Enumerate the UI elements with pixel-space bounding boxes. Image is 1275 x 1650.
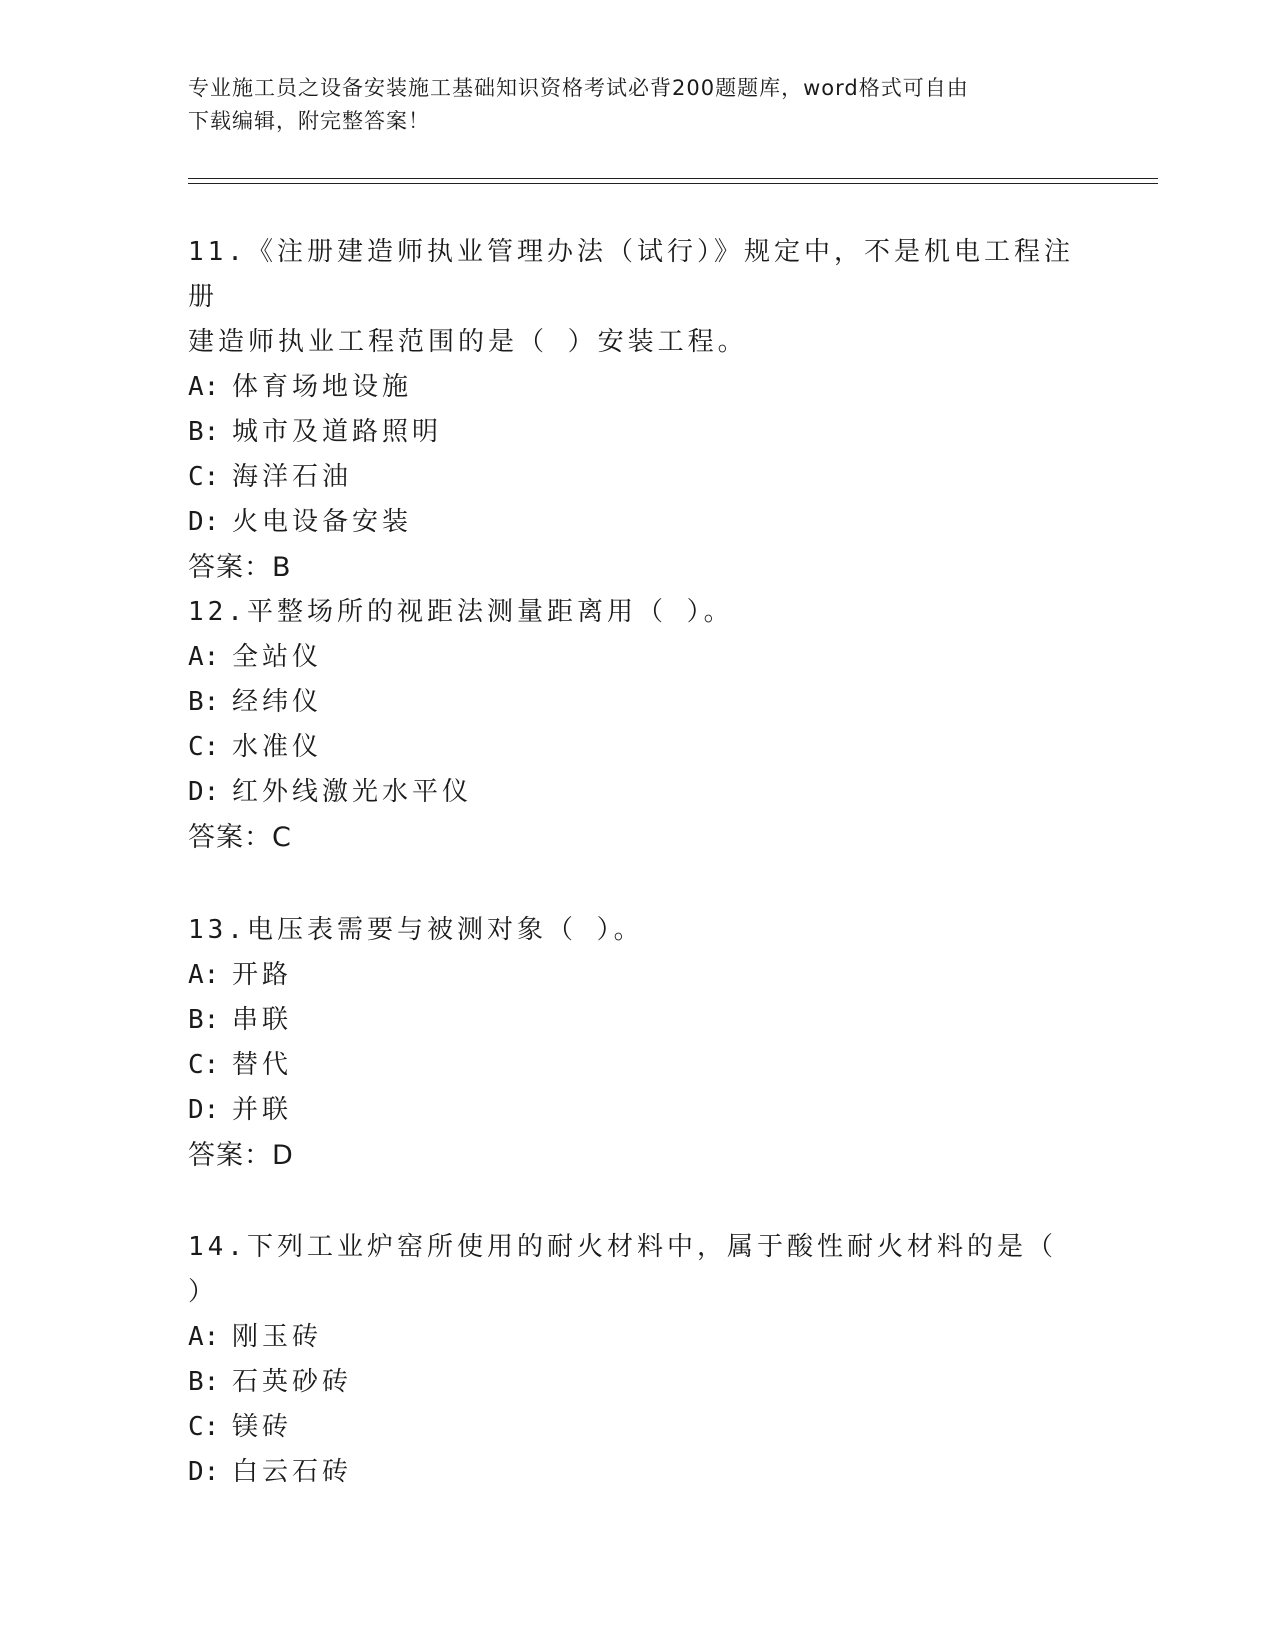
answer-line: 答案：C [188, 822, 292, 853]
question-stem-line-1: 14.下列工业炉窑所使用的耐火材料中，属于酸性耐火材料的是（ ） [188, 1232, 1057, 1307]
option-label: A: [188, 372, 220, 402]
option-label: A: [188, 1322, 220, 1352]
option-a [188, 953, 1088, 998]
option-c [188, 1043, 1088, 1088]
option-label: C: [188, 1412, 220, 1442]
option-d [188, 770, 1088, 815]
question-stem-line-1: 13.电压表需要与被测对象（ ）。 [188, 915, 644, 945]
option-c [188, 455, 1088, 500]
option-d [188, 1088, 1088, 1133]
question-stem-line-1: 12.平整场所的视距法测量距离用（ ）。 [188, 597, 734, 627]
question-12 [188, 590, 1088, 861]
question-stem-line-1: 11.《注册建造师执业管理办法（试行）》规定中，不是机电工程注册 [188, 237, 1074, 312]
option-label: C: [188, 462, 220, 492]
option-label: D: [188, 1457, 220, 1487]
option-text: 经纬仪 [232, 687, 323, 717]
option-text: 海洋石油 [232, 462, 353, 492]
header-divider-top [188, 178, 1158, 179]
header-line-1: 专业施工员之设备安装施工基础知识资格考试必背200题题库，word格式可自由 [188, 76, 969, 100]
option-text: 刚玉砖 [232, 1322, 323, 1352]
option-d [188, 1450, 1088, 1495]
option-text: 替代 [232, 1050, 293, 1080]
answer-line: 答案：D [188, 1140, 294, 1171]
option-text: 全站仪 [232, 642, 323, 672]
option-label: D: [188, 1095, 220, 1125]
option-a [188, 635, 1088, 680]
option-label: D: [188, 507, 220, 537]
option-d [188, 500, 1088, 545]
option-text: 体育场地设施 [232, 372, 413, 402]
option-label: A: [188, 960, 220, 990]
header-divider-bottom [188, 183, 1158, 184]
option-text: 红外线激光水平仪 [232, 777, 473, 807]
option-b [188, 410, 1088, 455]
question-13 [188, 908, 1088, 1179]
option-label: A: [188, 642, 220, 672]
option-b [188, 680, 1088, 725]
option-c [188, 725, 1088, 770]
option-label: C: [188, 1050, 220, 1080]
option-text: 城市及道路照明 [232, 417, 443, 447]
option-text: 串联 [232, 1005, 293, 1035]
option-text: 火电设备安装 [232, 507, 413, 537]
option-label: C: [188, 732, 220, 762]
option-a [188, 365, 1088, 410]
option-text: 并联 [232, 1095, 293, 1125]
question-stem-line-2: 建造师执业工程范围的是（ ）安装工程。 [188, 327, 748, 357]
option-label: B: [188, 1367, 220, 1397]
question-11 [188, 230, 1088, 591]
option-label: B: [188, 417, 220, 447]
option-text: 镁砖 [232, 1412, 293, 1442]
question-14 [188, 1225, 1088, 1495]
option-c [188, 1405, 1088, 1450]
document-header [188, 72, 1088, 138]
answer-line: 答案：B [188, 552, 292, 583]
option-a [188, 1315, 1088, 1360]
option-text: 开路 [232, 960, 293, 990]
option-label: B: [188, 1005, 220, 1035]
option-b [188, 1360, 1088, 1405]
option-text: 水准仪 [232, 732, 323, 762]
header-line-2: 下载编辑，附完整答案！ [188, 109, 430, 133]
option-text: 白云石砖 [232, 1457, 353, 1487]
option-text: 石英砂砖 [232, 1367, 353, 1397]
option-b [188, 998, 1088, 1043]
option-label: B: [188, 687, 220, 717]
option-label: D: [188, 777, 220, 807]
